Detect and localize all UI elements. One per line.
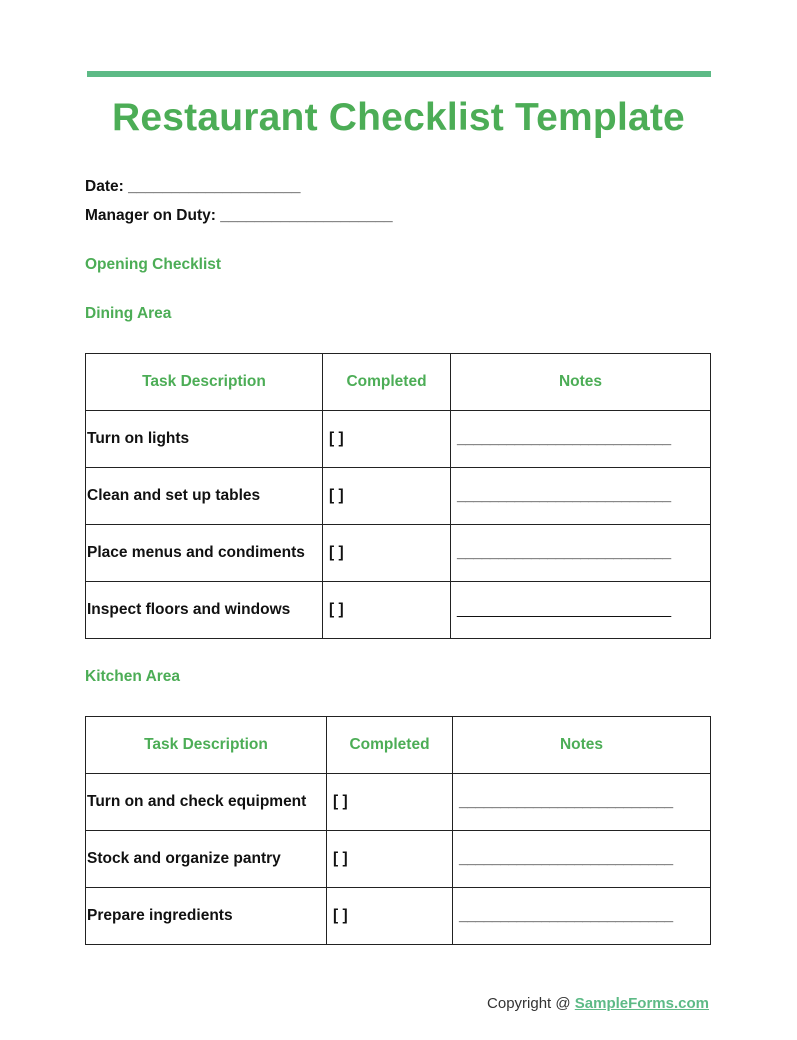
- notes-field[interactable]: __________________________: [451, 411, 711, 468]
- kitchen-area-heading: Kitchen Area: [85, 668, 181, 685]
- header-task-description: Task Description: [86, 354, 323, 411]
- table-header-row: [86, 717, 711, 774]
- header-task-description: Task Description: [86, 717, 327, 774]
- table-row: [86, 411, 711, 468]
- dining-area-table: [85, 353, 711, 639]
- task-description: Place menus and condiments: [86, 525, 323, 582]
- task-description: Inspect floors and windows: [86, 582, 323, 639]
- completed-checkbox[interactable]: [ ]: [323, 582, 451, 639]
- page-title: Restaurant Checklist Template: [112, 96, 685, 139]
- completed-checkbox[interactable]: [ ]: [327, 888, 453, 945]
- copyright-footer: [487, 995, 709, 1012]
- header-completed: Completed: [327, 717, 453, 774]
- table-row: [86, 774, 711, 831]
- manager-on-duty-field: Manager on Duty: ____________________: [85, 207, 393, 224]
- completed-checkbox[interactable]: [ ]: [327, 774, 453, 831]
- kitchen-area-table: [85, 716, 711, 945]
- completed-checkbox[interactable]: [ ]: [323, 525, 451, 582]
- notes-field[interactable]: __________________________: [451, 582, 711, 639]
- task-description: Prepare ingredients: [86, 888, 327, 945]
- task-description: Turn on and check equipment: [86, 774, 327, 831]
- completed-checkbox[interactable]: [ ]: [327, 831, 453, 888]
- task-description: Stock and organize pantry: [86, 831, 327, 888]
- top-accent-bar: [87, 71, 711, 77]
- dining-area-heading: Dining Area: [85, 305, 172, 322]
- table-row: [86, 582, 711, 639]
- copyright-text: Copyright @: [487, 995, 575, 1012]
- notes-field[interactable]: __________________________: [453, 888, 711, 945]
- notes-field[interactable]: __________________________: [453, 831, 711, 888]
- sampleforms-link[interactable]: SampleForms.com: [574, 995, 709, 1012]
- notes-field[interactable]: __________________________: [453, 774, 711, 831]
- date-field: Date: ____________________: [85, 178, 301, 195]
- table-row: [86, 525, 711, 582]
- header-notes: Notes: [453, 717, 711, 774]
- completed-checkbox[interactable]: [ ]: [323, 468, 451, 525]
- table-row: [86, 831, 711, 888]
- table-header-row: [86, 354, 711, 411]
- header-notes: Notes: [451, 354, 711, 411]
- table-row: [86, 888, 711, 945]
- table-row: [86, 468, 711, 525]
- header-completed: Completed: [323, 354, 451, 411]
- task-description: Clean and set up tables: [86, 468, 323, 525]
- notes-field[interactable]: __________________________: [451, 468, 711, 525]
- completed-checkbox[interactable]: [ ]: [323, 411, 451, 468]
- notes-field[interactable]: __________________________: [451, 525, 711, 582]
- task-description: Turn on lights: [86, 411, 323, 468]
- opening-checklist-heading: Opening Checklist: [85, 256, 222, 273]
